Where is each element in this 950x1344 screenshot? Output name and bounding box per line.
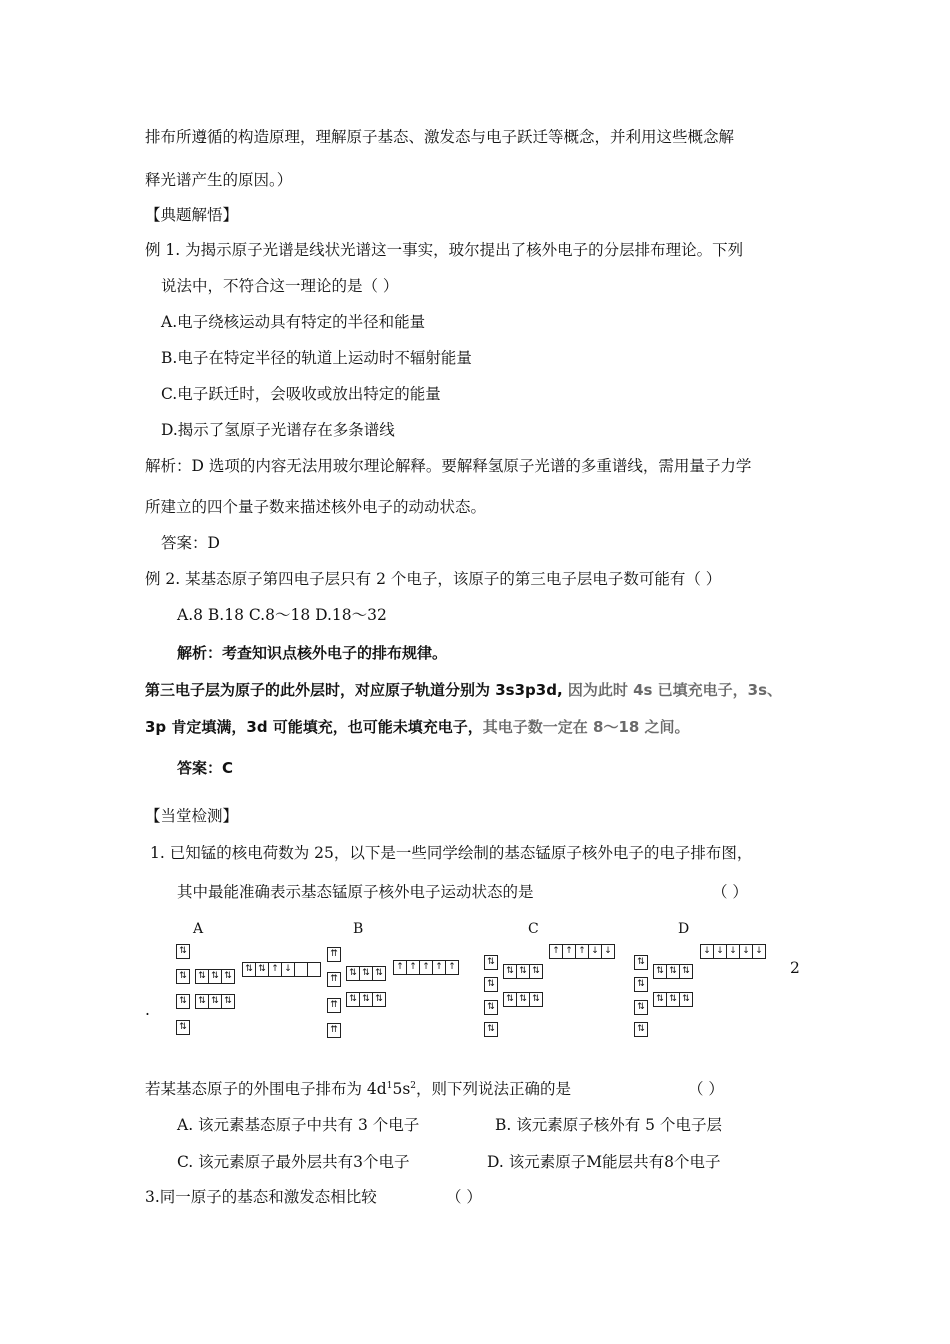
orbital-box: ↑ — [268, 962, 282, 977]
q2-stem-b: 5s — [392, 1080, 411, 1098]
option-label-a: A — [193, 921, 204, 937]
question-2-option-a: A. 该元素基态原子中共有 3 个电子 — [177, 1116, 420, 1134]
orbital-box: ↓ — [700, 944, 714, 959]
example-2-options: A.8 B.18 C.8～18 D.18～32 — [177, 606, 387, 624]
orbital-box: ⇅ — [503, 964, 517, 979]
orbital-row — [195, 969, 234, 984]
orbital-row — [327, 1023, 341, 1038]
question-3-paren: （ ） — [446, 1188, 482, 1206]
option-label-b: B — [353, 921, 364, 937]
option-label-d: D — [678, 921, 690, 937]
example-2-analysis-line-1 — [145, 680, 782, 700]
orbital-box: ⇈ — [327, 972, 341, 987]
orbital-box: ⇅ — [634, 1000, 648, 1015]
orbital-box: ⇅ — [484, 955, 498, 970]
orbital-box: ⇅ — [359, 992, 373, 1007]
example-1-option-b: B.电子在特定半径的轨道上运动时不辐射能量 — [161, 349, 472, 367]
intro-line-1: 排布所遵循的构造原理，理解原子基态、激发态与电子跃迁等概念，并利用这些概念解 — [145, 128, 735, 146]
q2-sup-1: 1 — [386, 1080, 393, 1091]
question-1-paren: （ ） — [712, 883, 748, 901]
orbital-box: ⇈ — [327, 1023, 341, 1038]
question-2-option-d: D. 该元素原子M能层共有8个电子 — [487, 1153, 721, 1171]
orbital-box: ⇅ — [679, 964, 693, 979]
orbital-row — [634, 955, 648, 970]
orbital-row — [484, 977, 498, 992]
orbital-box: ↓ — [588, 944, 602, 959]
option-label-c: C — [528, 921, 539, 937]
orbital-row — [176, 944, 190, 959]
orbital-box: ⇅ — [484, 977, 498, 992]
orbital-box: ⇅ — [503, 992, 517, 1007]
analysis-part-c: 3p 肯定填满，3d 可能填充，也可能未填充电子， — [145, 718, 483, 736]
q2-sup-2: 2 — [410, 1080, 417, 1091]
orbital-box: ↓ — [752, 944, 766, 959]
orbital-row — [484, 1000, 498, 1015]
example-1-option-d: D.揭示了氢原子光谱存在多条谱线 — [161, 421, 395, 439]
question-2-stem — [145, 1079, 571, 1099]
orbital-box: ↑ — [575, 944, 589, 959]
question-3-line: 3.同一原子的基态和激发态相比较 — [145, 1188, 377, 1206]
orbital-box: ⇅ — [242, 962, 256, 977]
orbital-box — [307, 962, 321, 977]
orbital-box: ⇅ — [372, 992, 386, 1007]
orbital-box: ⇅ — [516, 964, 530, 979]
orbital-box: ⇅ — [634, 977, 648, 992]
orbital-box: ⇅ — [208, 969, 222, 984]
orbital-box: ⇅ — [372, 966, 386, 981]
question-2-paren: （ ） — [688, 1080, 724, 1098]
orbital-box: ⇅ — [634, 955, 648, 970]
orbital-row — [700, 944, 765, 959]
example-2-analysis-title: 解析：考查知识点核外电子的排布规律。 — [177, 644, 448, 662]
orbital-box: ⇅ — [208, 994, 222, 1009]
orbital-row — [327, 947, 341, 962]
example-1-option-c: C.电子跃迁时，会吸收或放出特定的能量 — [161, 385, 441, 403]
orbital-box: ⇅ — [653, 964, 667, 979]
orbital-box: ↓ — [281, 962, 295, 977]
orbital-box: ↓ — [739, 944, 753, 959]
orbital-box: ↑ — [393, 960, 407, 975]
orbital-row — [346, 966, 385, 981]
orbital-box: ⇅ — [484, 1000, 498, 1015]
example-1-option-a: A.电子绕核运动具有特定的半径和能量 — [161, 313, 426, 331]
analysis-part-b: 因为此时 4s 已填充电子，3s、 — [562, 681, 783, 699]
orbital-box: ⇅ — [484, 1022, 498, 1037]
orbital-row — [653, 992, 692, 1007]
orbital-box: ⇅ — [176, 994, 190, 1009]
orbital-row — [634, 1022, 648, 1037]
orbital-row — [327, 998, 341, 1013]
orbital-box: ↑ — [419, 960, 433, 975]
orbital-row — [503, 992, 542, 1007]
orbital-box: ⇅ — [255, 962, 269, 977]
orbital-box: ↓ — [713, 944, 727, 959]
orbital-row — [346, 992, 385, 1007]
orbital-box: ⇅ — [666, 992, 680, 1007]
orbital-box: ⇅ — [346, 966, 360, 981]
example-1-question-line-2: 说法中，不符合这一理论的是（ ） — [161, 277, 399, 295]
example-1-question-line-1: 例 1. 为揭示原子光谱是线状光谱这一事实，玻尔提出了核外电子的分层排布理论。下列 — [145, 241, 744, 259]
section-title-examples: 【典题解悟】 — [145, 206, 239, 224]
orbital-box: ⇅ — [221, 969, 235, 984]
orbital-box: ⇅ — [176, 969, 190, 984]
orbital-box: ⇅ — [346, 992, 360, 1007]
orbital-box: ↑ — [549, 944, 563, 959]
question-2-option-b: B. 该元素原子核外有 5 个电子层 — [495, 1116, 722, 1134]
orbital-box: ⇅ — [176, 944, 190, 959]
analysis-part-a: 第三电子层为原子的此外层时，对应原子轨道分别为 3s3p3d, — [145, 681, 563, 699]
orbital-row — [195, 994, 234, 1009]
orbital-box — [294, 962, 308, 977]
example-1-analysis-line-1: 解析：D 选项的内容无法用玻尔理论解释。要解释氢原子光谱的多重谱线，需用量子力学 — [145, 457, 752, 475]
stray-dot: . — [145, 1001, 150, 1019]
orbital-box: ↑ — [562, 944, 576, 959]
orbital-box: ⇈ — [327, 947, 341, 962]
orbital-row — [242, 962, 320, 977]
orbital-box: ⇅ — [653, 992, 667, 1007]
analysis-part-d: 其电子数一定在 8～18 之间。 — [482, 718, 690, 736]
orbital-box: ⇅ — [195, 994, 209, 1009]
orbital-box: ⇅ — [666, 964, 680, 979]
orbital-box: ⇅ — [195, 969, 209, 984]
orbital-box: ↑ — [406, 960, 420, 975]
example-2-analysis-line-2 — [145, 717, 690, 737]
example-2-question: 例 2. 某基态原子第四电子层只有 2 个电子，该原子的第三电子层电子数可能有（ ） — [145, 570, 722, 588]
orbital-box: ⇅ — [359, 966, 373, 981]
orbital-row — [484, 955, 498, 970]
orbital-box: ↑ — [445, 960, 459, 975]
example-1-answer: 答案：D — [161, 534, 220, 552]
orbital-row — [176, 969, 190, 984]
q2-stem-c: ，则下列说法正确的是 — [416, 1080, 572, 1098]
example-1-analysis-line-2: 所建立的四个量子数来描述核外电子的动动状态。 — [145, 498, 487, 516]
orbital-box: ⇈ — [327, 998, 341, 1013]
orbital-box: ⇅ — [679, 992, 693, 1007]
example-2-answer: 答案：C — [177, 759, 234, 777]
section-title-check: 【当堂检测】 — [145, 807, 239, 825]
orbital-box: ↓ — [726, 944, 740, 959]
orbital-row — [176, 1020, 190, 1035]
side-number: 2 — [790, 959, 800, 977]
orbital-box: ⇅ — [529, 964, 543, 979]
orbital-box: ⇅ — [634, 1022, 648, 1037]
orbital-box: ⇅ — [529, 992, 543, 1007]
orbital-box: ↓ — [601, 944, 615, 959]
orbital-row — [176, 994, 190, 1009]
orbital-row — [484, 1022, 498, 1037]
orbital-box: ⇅ — [516, 992, 530, 1007]
intro-line-2: 释光谱产生的原因。） — [145, 171, 293, 189]
orbital-box: ⇅ — [221, 994, 235, 1009]
question-1-line-2: 其中最能准确表示基态锰原子核外电子运动状态的是 — [177, 883, 534, 901]
question-2-option-c: C. 该元素原子最外层共有3个电子 — [177, 1153, 410, 1171]
question-1-line-1: 1. 已知锰的核电荷数为 25，以下是一些同学绘制的基态锰原子核外电子的电子排布图， — [150, 844, 753, 862]
orbital-row — [634, 1000, 648, 1015]
orbital-box: ↑ — [432, 960, 446, 975]
orbital-row — [393, 960, 458, 975]
orbital-row — [503, 964, 542, 979]
q2-stem-a: 若某基态原子的外围电子排布为 4d — [145, 1080, 387, 1098]
orbital-row — [327, 972, 341, 987]
orbital-row — [634, 977, 648, 992]
orbital-box: ⇅ — [176, 1020, 190, 1035]
orbital-row — [653, 964, 692, 979]
orbital-row — [549, 944, 614, 959]
